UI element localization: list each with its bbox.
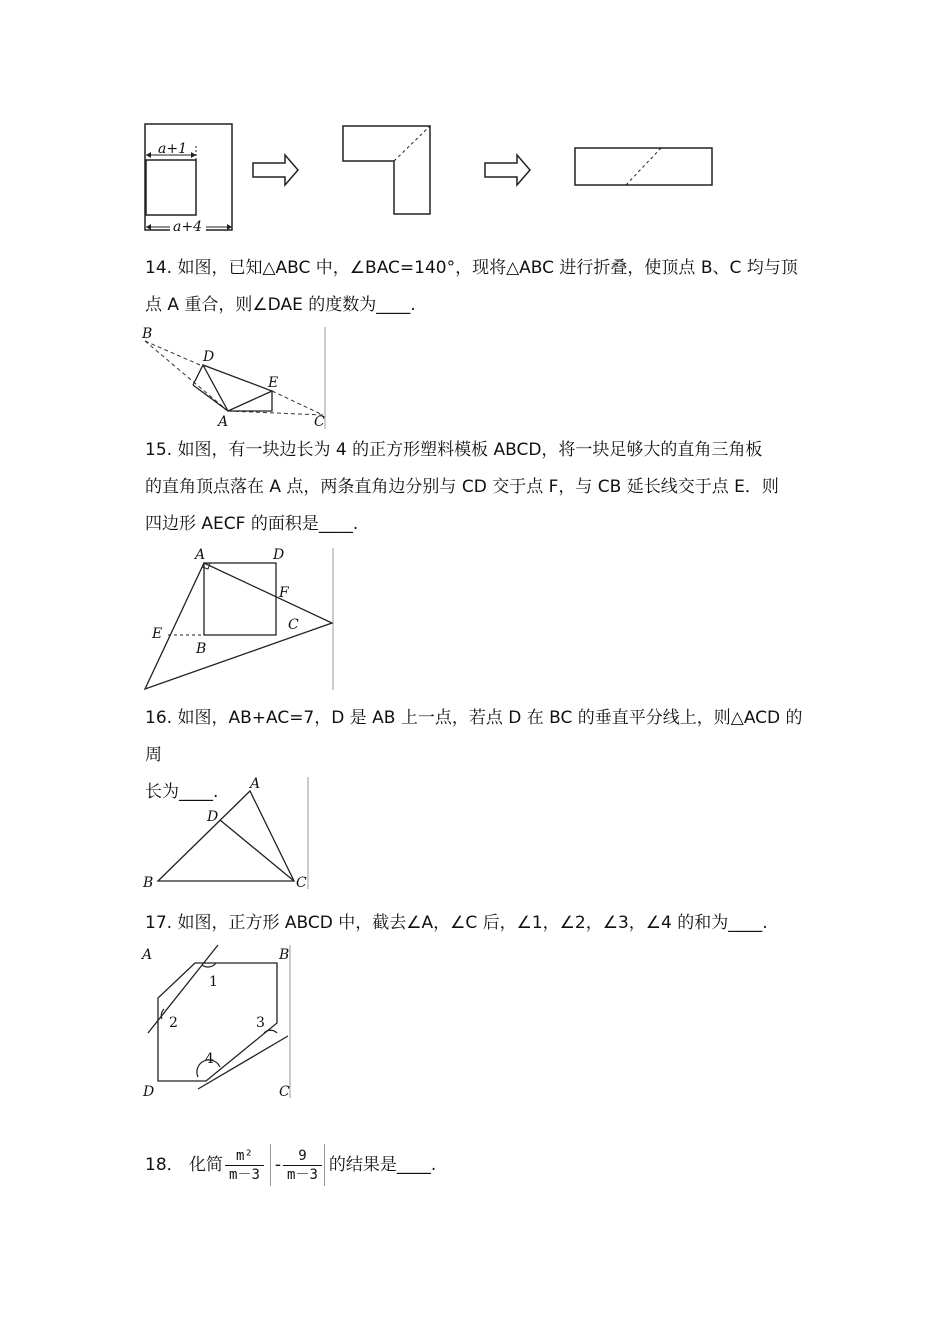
fraction-numerator: m² [225, 1147, 264, 1166]
angle-label-2: 2 [169, 1015, 178, 1031]
question-number: 14. [145, 258, 173, 278]
question-text: 如图，正方形 ABCD 中，截去∠A，∠C 后，∠1，∠2，∠3，∠4 的和为____. [177, 913, 768, 933]
vertex-label-a: A [218, 414, 229, 430]
question-15 [145, 432, 815, 543]
small-square [146, 160, 196, 215]
vertex-label-e: E [152, 626, 163, 642]
vertex-label-d: D [143, 1084, 155, 1100]
question-text: 的直角顶点落在 A 点，两条直角边分别与 CD 交于点 F，与 CB 延长线交于点 E．则 [145, 477, 779, 497]
vertex-label-b: B [143, 875, 154, 891]
vertex-label-d: D [273, 547, 285, 563]
question-text: 长为____. [145, 782, 219, 802]
question-text: 点 A 重合，则∠DAE 的度数为____. [145, 295, 416, 315]
arrow-right-icon [253, 155, 298, 185]
fraction-1 [225, 1147, 264, 1184]
fraction-denominator: m－3 [287, 1166, 318, 1183]
question-18 [145, 1143, 815, 1187]
label-a-plus-1: a+1 [158, 141, 187, 157]
question-text: 如图，AB+AC=7，D 是 AB 上一点，若点 D 在 BC 的垂直平分线上，则△ACD 的周 [145, 708, 803, 765]
vertex-label-a: A [142, 947, 153, 963]
vertex-label-d: D [203, 349, 215, 365]
vertex-label-a: A [195, 547, 206, 563]
vertex-label-b: B [142, 326, 153, 342]
question-17 [145, 905, 815, 942]
divider [270, 1144, 271, 1186]
right-triangle [145, 563, 332, 689]
fraction-numerator: 9 [283, 1147, 322, 1166]
big-square [145, 124, 232, 230]
fraction-2 [283, 1147, 322, 1184]
question-text: 四边形 AECF 的面积是____. [145, 514, 359, 534]
question-text: 如图，有一块边长为 4 的正方形塑料模板 ABCD，将一块足够大的直角三角板 [177, 440, 763, 460]
vertex-label-e: E [268, 375, 279, 391]
vertex-label-f: F [279, 585, 289, 601]
question-14 [145, 250, 815, 324]
minus-sign: - [274, 1155, 282, 1175]
vertex-label-d: D [207, 809, 219, 825]
triangle-abc [158, 791, 294, 881]
label-a-plus-4: a+4 [173, 219, 202, 235]
vertex-label-c: C [288, 617, 299, 633]
fraction-denominator: m－3 [229, 1166, 260, 1183]
square-cut-figure-17 [140, 943, 295, 1103]
fold-figure-13 [140, 118, 730, 238]
triangle-figure-16 [140, 775, 315, 891]
angle-label-4: 4 [205, 1051, 214, 1067]
square-abcd [204, 563, 276, 635]
question-text: 的结果是____. [328, 1155, 437, 1175]
question-number: 18． [145, 1155, 184, 1175]
vertex-label-c: C [296, 875, 307, 891]
question-number: 15. [145, 440, 173, 460]
vertex-label-c: C [279, 1084, 290, 1100]
angle-label-1: 1 [209, 974, 218, 990]
question-number: 17. [145, 913, 173, 933]
angle-label-3: 3 [256, 1015, 265, 1031]
vertex-label-b: B [279, 947, 290, 963]
divider [324, 1144, 325, 1186]
question-text: 化简 [189, 1155, 224, 1175]
square-triangle-figure-15 [140, 545, 340, 693]
question-number: 16. [145, 708, 173, 728]
triangle-fold-figure-14 [140, 325, 330, 430]
arrow-right-icon [485, 155, 530, 185]
vertex-label-b: B [196, 641, 207, 657]
vertex-label-c: C [314, 414, 325, 430]
question-text: 如图，已知△ABC 中，∠BAC=140°，现将△ABC 进行折叠，使顶点 B、C 均与顶 [177, 258, 798, 278]
vertex-label-a: A [250, 776, 261, 792]
